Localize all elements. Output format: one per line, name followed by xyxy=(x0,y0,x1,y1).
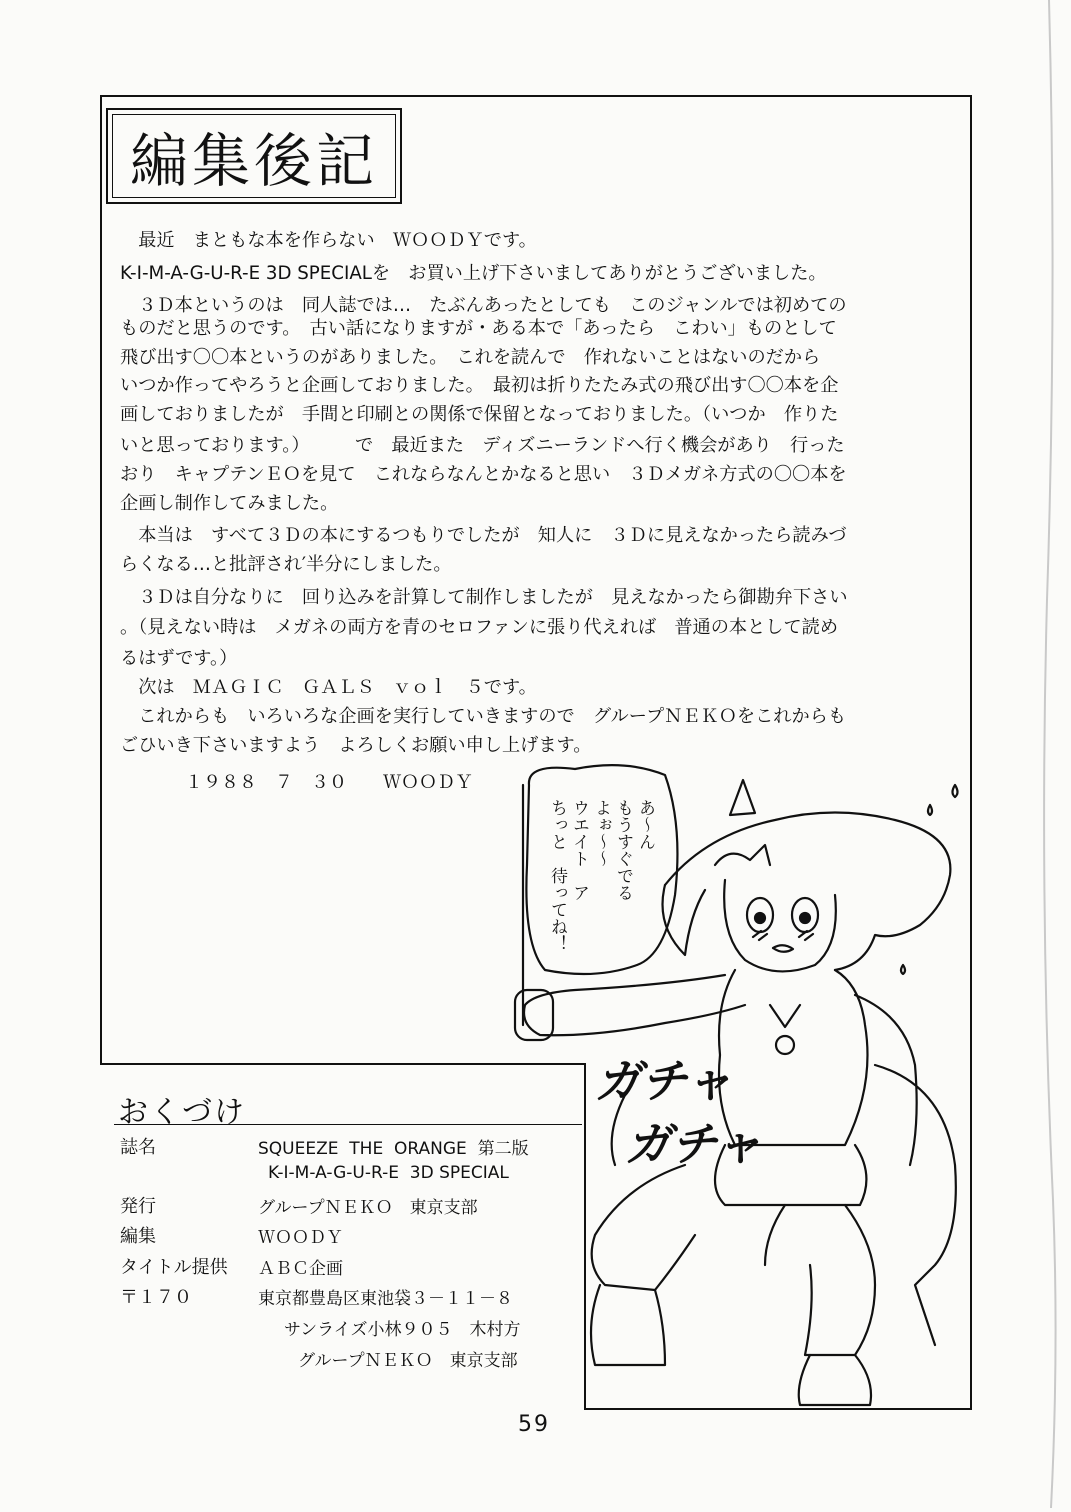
colophon-heading: おくづけ xyxy=(118,1095,246,1130)
body-line: ごひいき下さいますよう よろしくお願い申し上げます。 xyxy=(120,735,592,756)
colophon-value: グループＮＥＫＯ 東京支部 xyxy=(258,1198,478,1218)
page-title: 編集後記 xyxy=(112,114,396,198)
body-line: らくなる…と批評され′半分にしました。 xyxy=(120,554,452,575)
colophon-label: タイトル提供 xyxy=(120,1257,228,1278)
colophon-value: 東京都豊島区東池袋３－１１－８ xyxy=(258,1289,513,1309)
colophon-value: SQUEEZE THE ORANGE 第二版 xyxy=(258,1139,529,1159)
body-line: K-I-M-A-G-U-R-E 3D SPECIALを お買い上げ下さいましてありがとうございました。 xyxy=(120,263,827,284)
body-line: 飛び出す〇〇本というのがありました。 これを読んで 作れないことはないのだから xyxy=(120,347,821,368)
body-line: 。（見えない時は メガネの両方を青のセロファンに張り代えれば 普通の本として読め xyxy=(120,617,839,638)
title-box xyxy=(106,108,402,204)
sfx-text: ガチャ xyxy=(595,1054,732,1108)
page-number: 59 xyxy=(518,1412,550,1437)
signature: １９８８ ７ ３０ ＷＯＯＤＹ xyxy=(185,772,473,793)
page-tear-edge xyxy=(1031,0,1071,1508)
colophon-label: 誌名 xyxy=(120,1137,156,1158)
bubble-line: ウエイト ア xyxy=(569,799,589,901)
body-line: 次は ＭＡＧＩＣ ＧＡＬＳ ｖｏｌ ５です。 xyxy=(120,677,537,698)
body-line: ３Ｄ本というのは 同人誌では… たぶんあったとしても このジャンルでは初めての xyxy=(120,295,847,316)
bubble-line: もうすぐでる xyxy=(613,799,633,901)
body-line: 最近 まともな本を作らない ＷＯＯＤＹです。 xyxy=(120,230,537,251)
body-line: るはずです。） xyxy=(120,648,238,669)
colophon-label: 発行 xyxy=(120,1196,156,1217)
bubble-line: よぉ〜〜 xyxy=(591,799,611,867)
body-line: 本当は すべて３Ｄの本にするつもりでしたが 知人に ３Ｄに見えなかったら読みづ xyxy=(120,525,847,546)
bubble-line: ちっと 待ってね！ xyxy=(547,799,567,952)
colophon-value: サンライズ小林９０５ 木村方 xyxy=(284,1320,521,1340)
body-line: ものだと思うのです。 古い話になりますが・ある本で「あったら こわい」ものとして xyxy=(120,318,837,339)
body-line: いと思っております。） で 最近また ディズニーランドへ行く機会があり 行った xyxy=(120,435,845,456)
colophon-label: 編集 xyxy=(120,1226,156,1247)
body-line: 画しておりましたが 手間と印刷との関係で保留となっておりました。（いつか 作りた xyxy=(120,404,839,425)
body-line: これからも いろいろな企画を実行していきますので グループＮＥＫＯをこれからも xyxy=(120,706,847,727)
body-line: 企画し制作してみました。 xyxy=(120,493,339,514)
colophon-value: グループＮＥＫＯ 東京支部 xyxy=(298,1351,518,1371)
colophon-value: ＡＢＣ企画 xyxy=(258,1259,343,1279)
body-line: いつか作ってやろうと企画しておりました。 最初は折りたたみ式の飛び出す〇〇本を企 xyxy=(120,375,839,396)
body-line: ３Ｄは自分なりに 回り込みを計算して制作しましたが 見えなかったら御勘弁下さい xyxy=(120,587,848,608)
bubble-line: あ〜ん xyxy=(635,799,655,850)
body-line: おり キャプテンＥＯを見て これならなんとかなると思い ３Ｄメガネ方式の〇〇本を xyxy=(120,464,847,485)
colophon-value: K-I-M-A-G-U-R-E 3D SPECIAL xyxy=(268,1163,509,1183)
colophon-value: ＷＯＯＤＹ xyxy=(258,1228,343,1248)
colophon-label: 〒１７０ xyxy=(120,1287,192,1308)
sfx-text: ガチャ xyxy=(625,1117,762,1171)
colophon-divider xyxy=(114,1124,582,1125)
